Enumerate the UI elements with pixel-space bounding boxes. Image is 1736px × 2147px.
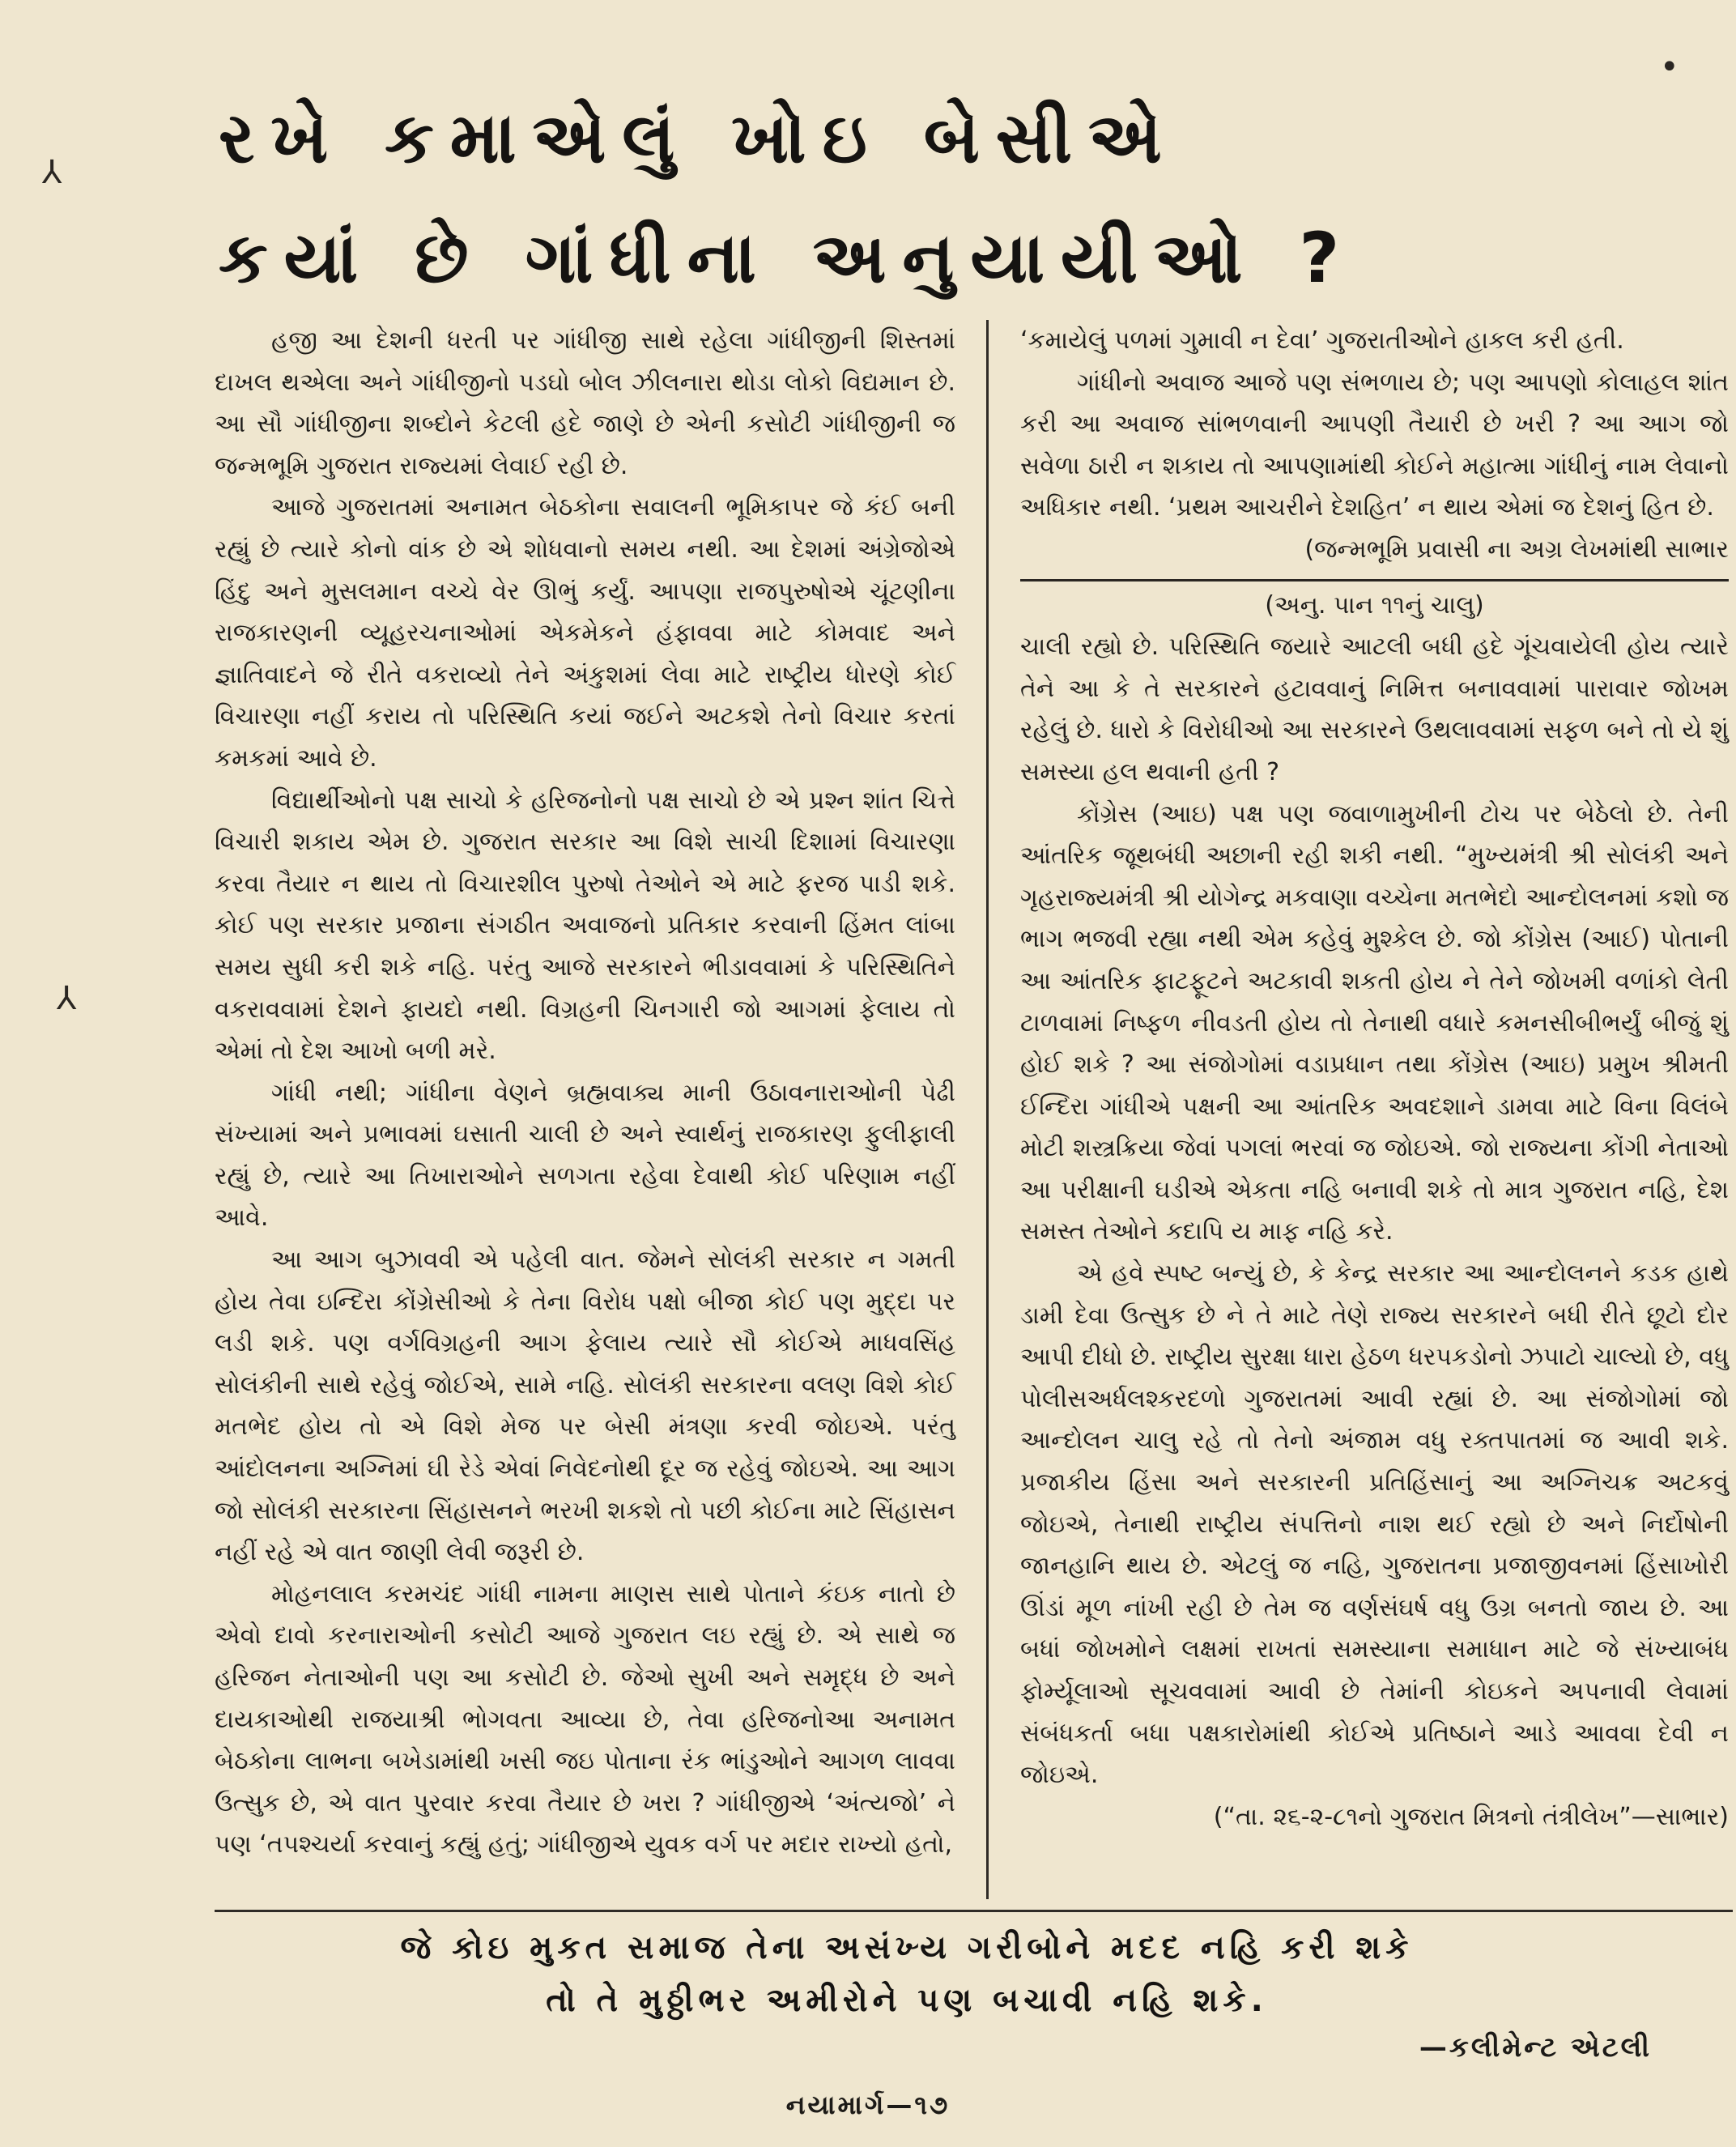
section-divider [1020, 579, 1729, 581]
left-column [215, 320, 955, 1866]
right-column [1020, 320, 1729, 1838]
headline-line-2: કયાં છે ગાંધીના અનુયાયીઓ ? [219, 218, 1356, 299]
paragraph: ‘કમાયેલું પળમાં ગુમાવી ન દેવા’ ગુજરાતીઓને હાકલ કરી હતી. [1020, 326, 1624, 355]
punch-mark-icon: ⅄ [57, 980, 77, 1017]
quote-author: —કલીમેન્ટ એટલી [1419, 2031, 1652, 2064]
paragraph: ગાંધી નથી; ગાંધીના વેણને બ્રહ્મવાક્ય માની ઉઠાવનારાઓની પેઢી સંખ્યામાં અને પ્રભાવમાં ઘસાતી ચાલી છે અને સ્વાર્થનું રાજકારણ ફુલીફાલી રહ્યું છે, ત્યારે આ તિખારાઓને સળગતા રહેવા દેવાથી કોઈ પરિણામ નહીં આવે. [215, 1078, 955, 1233]
paragraph: વિદ્યાર્થીઓનો પક્ષ સાચો કે હરિજનોનો પક્ષ સાચો છે એ પ્રશ્ન શાંત ચિત્તે વિચારી શકાય એમ છે. ગુજરાત સરકાર આ વિશે સાચી દિશામાં વિચારણા કરવા તૈયાર ન થાય તો વિચારશીલ પુરુષો તેઓને એ માટે ફરજ પાડી શકે. કોઈ પણ સરકાર પ્રજાના સંગઠીત અવાજનો પ્રતિકાર કરવાની હિંમત લાંબા સમય સુધી કરી શકે નહિ. પરંતુ આજે સરકારને ભીડાવવામાં કે પરિસ્થિતિને વકરાવવામાં દેશને ફાયદો નથી. વિગ્રહની ચિનગારી જો આગમાં ફેલાય તો એમાં તો દેશ આખો બળી મરે. [215, 786, 955, 1066]
paragraph: કોંગ્રેસ (આઇ) પક્ષ પણ જવાળામુખીની ટોચ પર બેઠેલો છે. તેની આંતરિક જૂથબંધી અછાની રહી શકી નથી. “મુખ્યમંત્રી શ્રી સોલંકી અને ગૃહરાજ્યમંત્રી શ્રી યોગેન્દ્ર મકવાણા વચ્ચેના મતભેદો આન્દોલનમાં કશો જ ભાગ ભજવી રહ્યા નથી એમ કહેવું મુશ્કેલ છે. જો કોંગ્રેસ (આઈ) પોતાની આ આંતરિક ફાટફૂટને અટકાવી શકતી હોય ને તેને જોખમી વળાંકો લેતી ટાળવામાં નિષ્ફળ નીવડતી હોય તો તેનાથી વધારે કમનસીબીભર્યું બીજું શું હોઈ શકે ? આ સંજોગોમાં વડાપ્રધાન તથા કોંગ્રેસ (આઇ) પ્રમુખ શ્રીમતી ઈન્દિરા ગાંધીએ પક્ષની આ આંતરિક અવદશાને ડામવા માટે વિના વિલંબે મોટી શસ્ત્રક્રિયા જેવાં પગલાં ભરવાં જ જોઇએ. જો રાજ્યના કોંગી નેતાઓ આ પરીક્ષાની ઘડીએ એકતા નહિ બનાવી શકે તો માત્ર ગુજરાત નહિ, દેશ સમસ્ત તેઓને કદાપિ ય માફ નહિ કરે. [1020, 799, 1729, 1246]
source-credit: (જન્મભૂમિ પ્રવાસી ના અગ્ર લેખમાંથી સાભાર [1304, 535, 1729, 564]
page-footer: નયામાર્ગ—૧૭ [785, 2089, 951, 2120]
quote-line-1: જે કોઇ મુકત સમાજ તેના અસંખ્ય ગરીબોને મદદ નહિ કરી શકે [400, 1929, 1414, 1966]
paragraph: એ હવે સ્પષ્ટ બન્યું છે, કે કેન્દ્ર સરકાર આ આન્દોલનને કડક હાથે ડામી દેવા ઉત્સુક છે ને તે માટે તેણે રાજ્ય સરકારને બધી રીતે છૂટો દોર આપી દીધો છે. રાષ્ટ્રીય સુરક્ષા ધારા હેઠળ ધરપકડોનો ઝપાટો ચાલ્યો છે, વધુ પોલીસઅર્ધલશ્કરદળો ગુજરાતમાં આવી રહ્યાં છે. આ સંજોગોમાં જો આન્દોલન ચાલુ રહે તો તેનો અંજામ વધુ રક્તપાતમાં જ આવી શકે. પ્રજાકીય હિંસા અને સરકારની પ્રતિહિંસાનું આ અગ્નિચક્ર અટકવું જોઇએ, તેનાથી રાષ્ટ્રીય સંપત્તિનો નાશ થઈ રહ્યો છે અને નિર્દોષોની જાનહાનિ થાય છે. એટલું જ નહિ, ગુજરાતના પ્રજાજીવનમાં હિંસાખોરી ઊંડાં મૂળ નાંખી રહી છે તેમ જ વર્ણસંઘર્ષ વધુ ઉગ્ર બનતો જાય છે. આ બધાં જોખમોને લક્ષમાં રાખતાં સમસ્યાના સમાધાન માટે જે સંખ્યાબંધ ફોર્મ્યૂલાઓ સૂચવવામાં આવી છે તેમાંની કોઇકને અપનાવી લેવામાં સંબંધકર્તા બધા પક્ષકારોમાંથી કોઈએ પ્રતિષ્ઠાને આડે આવવા દેવી ન જોઇએ. [1020, 1259, 1729, 1790]
continued-label: (અનુ. પાન ૧૧નું ચાલુ) [1265, 590, 1484, 620]
source-credit: (“તા. ૨૬-૨-૮૧નો ગુજરાત મિત્રનો તંત્રીલેખ”—સાભાર) [1213, 1802, 1729, 1831]
paragraph: આજે ગુજરાતમાં અનામત બેઠકોના સવાલની ભૂમિકાપર જે કંઈ બની રહ્યું છે ત્યારે કોનો વાંક છે એ શોધવાનો સમય નથી. આ દેશમાં અંગ્રેજોએ હિંદુ અને મુસલમાન વચ્ચે વેર ઊભું કર્યું. આપણા રાજપુરુષોએ ચૂંટણીના રાજકારણની વ્યૂહરચનાઓમાં એકમેકને હંફાવવા માટે કોમવાદ અને જ્ઞાતિવાદને જે રીતે વકરાવ્યો તેને અંકુશમાં લેવા માટે રાષ્ટ્રીય ધોરણે કોઈ વિચારણા નહીં કરાય તો પરિસ્થિતિ કયાં જઈને અટકશે તેનો વિચાર કરતાં કમકમાં આવે છે. [215, 493, 955, 773]
paragraph: ચાલી રહ્યો છે. પરિસ્થિતિ જયારે આટલી બધી હદે ગૂંચવાયેલી હોય ત્યારે તેને આ કે તે સરકારને હટાવવાનું નિમિત્ત બનાવવામાં પારાવાર જોખમ રહેલું છે. ધારો કે વિરોધીઓ આ સરકારને ઉથલાવવામાં સફળ બને તો યે શું સમસ્યા હલ થવાની હતી ? [1020, 633, 1729, 786]
headline-line-1: રખે કમાએલું ખોઇ બેસીએ [219, 98, 1178, 179]
column-divider [986, 320, 989, 1899]
punch-mark-icon: ⅄ [42, 154, 62, 191]
paragraph: આ આગ બુઝાવવી એ પહેલી વાત. જેમને સોલંકી સરકાર ન ગમતી હોય તેવા ઇન્દિરા કોંગ્રેસીઓ કે તેના વિરોધ પક્ષો બીજા કોઈ પણ મુદ્દા પર લડી શકે. પણ વર્ગવિગ્રહની આગ ફેલાય ત્યારે સૌ કોઈએ માધવસિંહ સોલંકીની સાથે રહેવું જોઈએ, સામે નહિ. સોલંકી સરકારના વલણ વિશે કોઈ મતભેદ હોય તો એ વિશે મેજ પર બેસી મંત્રણા કરવી જોઇએ. પરંતુ આંદોલનના અગ્નિમાં ઘી રેડે એવાં નિવેદનોથી દૂર જ રહેવું જોઇએ. આ આગ જો સોલંકી સરકારના સિંહાસનને ભરખી શકશે તો પછી કોઈના માટે સિંહાસન નહીં રહે એ વાત જાણી લેવી જરૂરી છે. [215, 1246, 955, 1567]
paragraph: મોહનલાલ કરમચંદ ગાંધી નામના માણસ સાથે પોતાને કંઇક નાતો છે એવો દાવો કરનારાઓની કસોટી આજે ગુજરાત લઇ રહ્યું છે. એ સાથે જ હરિજન નેતાઓની પણ આ કસોટી છે. જેઓ સુખી અને સમૃદ્ધ છે અને દાયકાઓથી રાજયાશ્રી ભોગવતા આવ્યા છે, તેવા હરિજનોઆ અનામત બેઠકોના લાભના બખેડામાંથી ખસી જઇ પોતાના રંક ભાંડુઓને આગળ લાવવા ઉત્સુક છે, એ વાત પુરવાર કરવા તૈયાર છે ખરા ? ગાંધીજીએ ‘અંત્યજો’ ને પણ ‘તપશ્ચર્યા કરવાનું કહ્યું હતું; ગાંધીજીએ યુવક વર્ગ પર મદાર રાખ્યો હતો, [215, 1579, 955, 1859]
quote-line-2: તો તે મુઠ્ઠીભર અમીરોને પણ બચાવી નહિ શકે. [546, 1982, 1268, 2019]
quote-divider [215, 1910, 1733, 1912]
paragraph: હજી આ દેશની ધરતી પર ગાંધીજી સાથે રહેલા ગાંધીજીની શિસ્તમાં દાખલ થએલા અને ગાંધીજીનો પડઘો બોલ ઝીલનારા થોડા લોકો વિદ્યમાન છે. આ સૌ ગાંધીજીના શબ્દોને કેટલી હદે જાણે છે એની કસોટી ગાંધીજીની જ જન્મભૂમિ ગુજરાત રાજ્યમાં લેવાઈ રહી છે. [215, 326, 955, 480]
punch-mark-icon: • [1660, 49, 1679, 86]
paragraph: ગાંધીનો અવાજ આજે પણ સંભળાય છે; પણ આપણો કોલાહલ શાંત કરી આ અવાજ સાંભળવાની આપણી તૈયારી છે ખરી ? આ આગ જો સવેળા ઠારી ન શકાય તો આપણામાંથી કોઈને મહાત્મા ગાંધીનું નામ લેવાનો અધિકાર નથી. ‘પ્રથમ આચરીને દેશહિત’ ન થાય એમાં જ દેશનું હિત છે. [1020, 368, 1729, 522]
